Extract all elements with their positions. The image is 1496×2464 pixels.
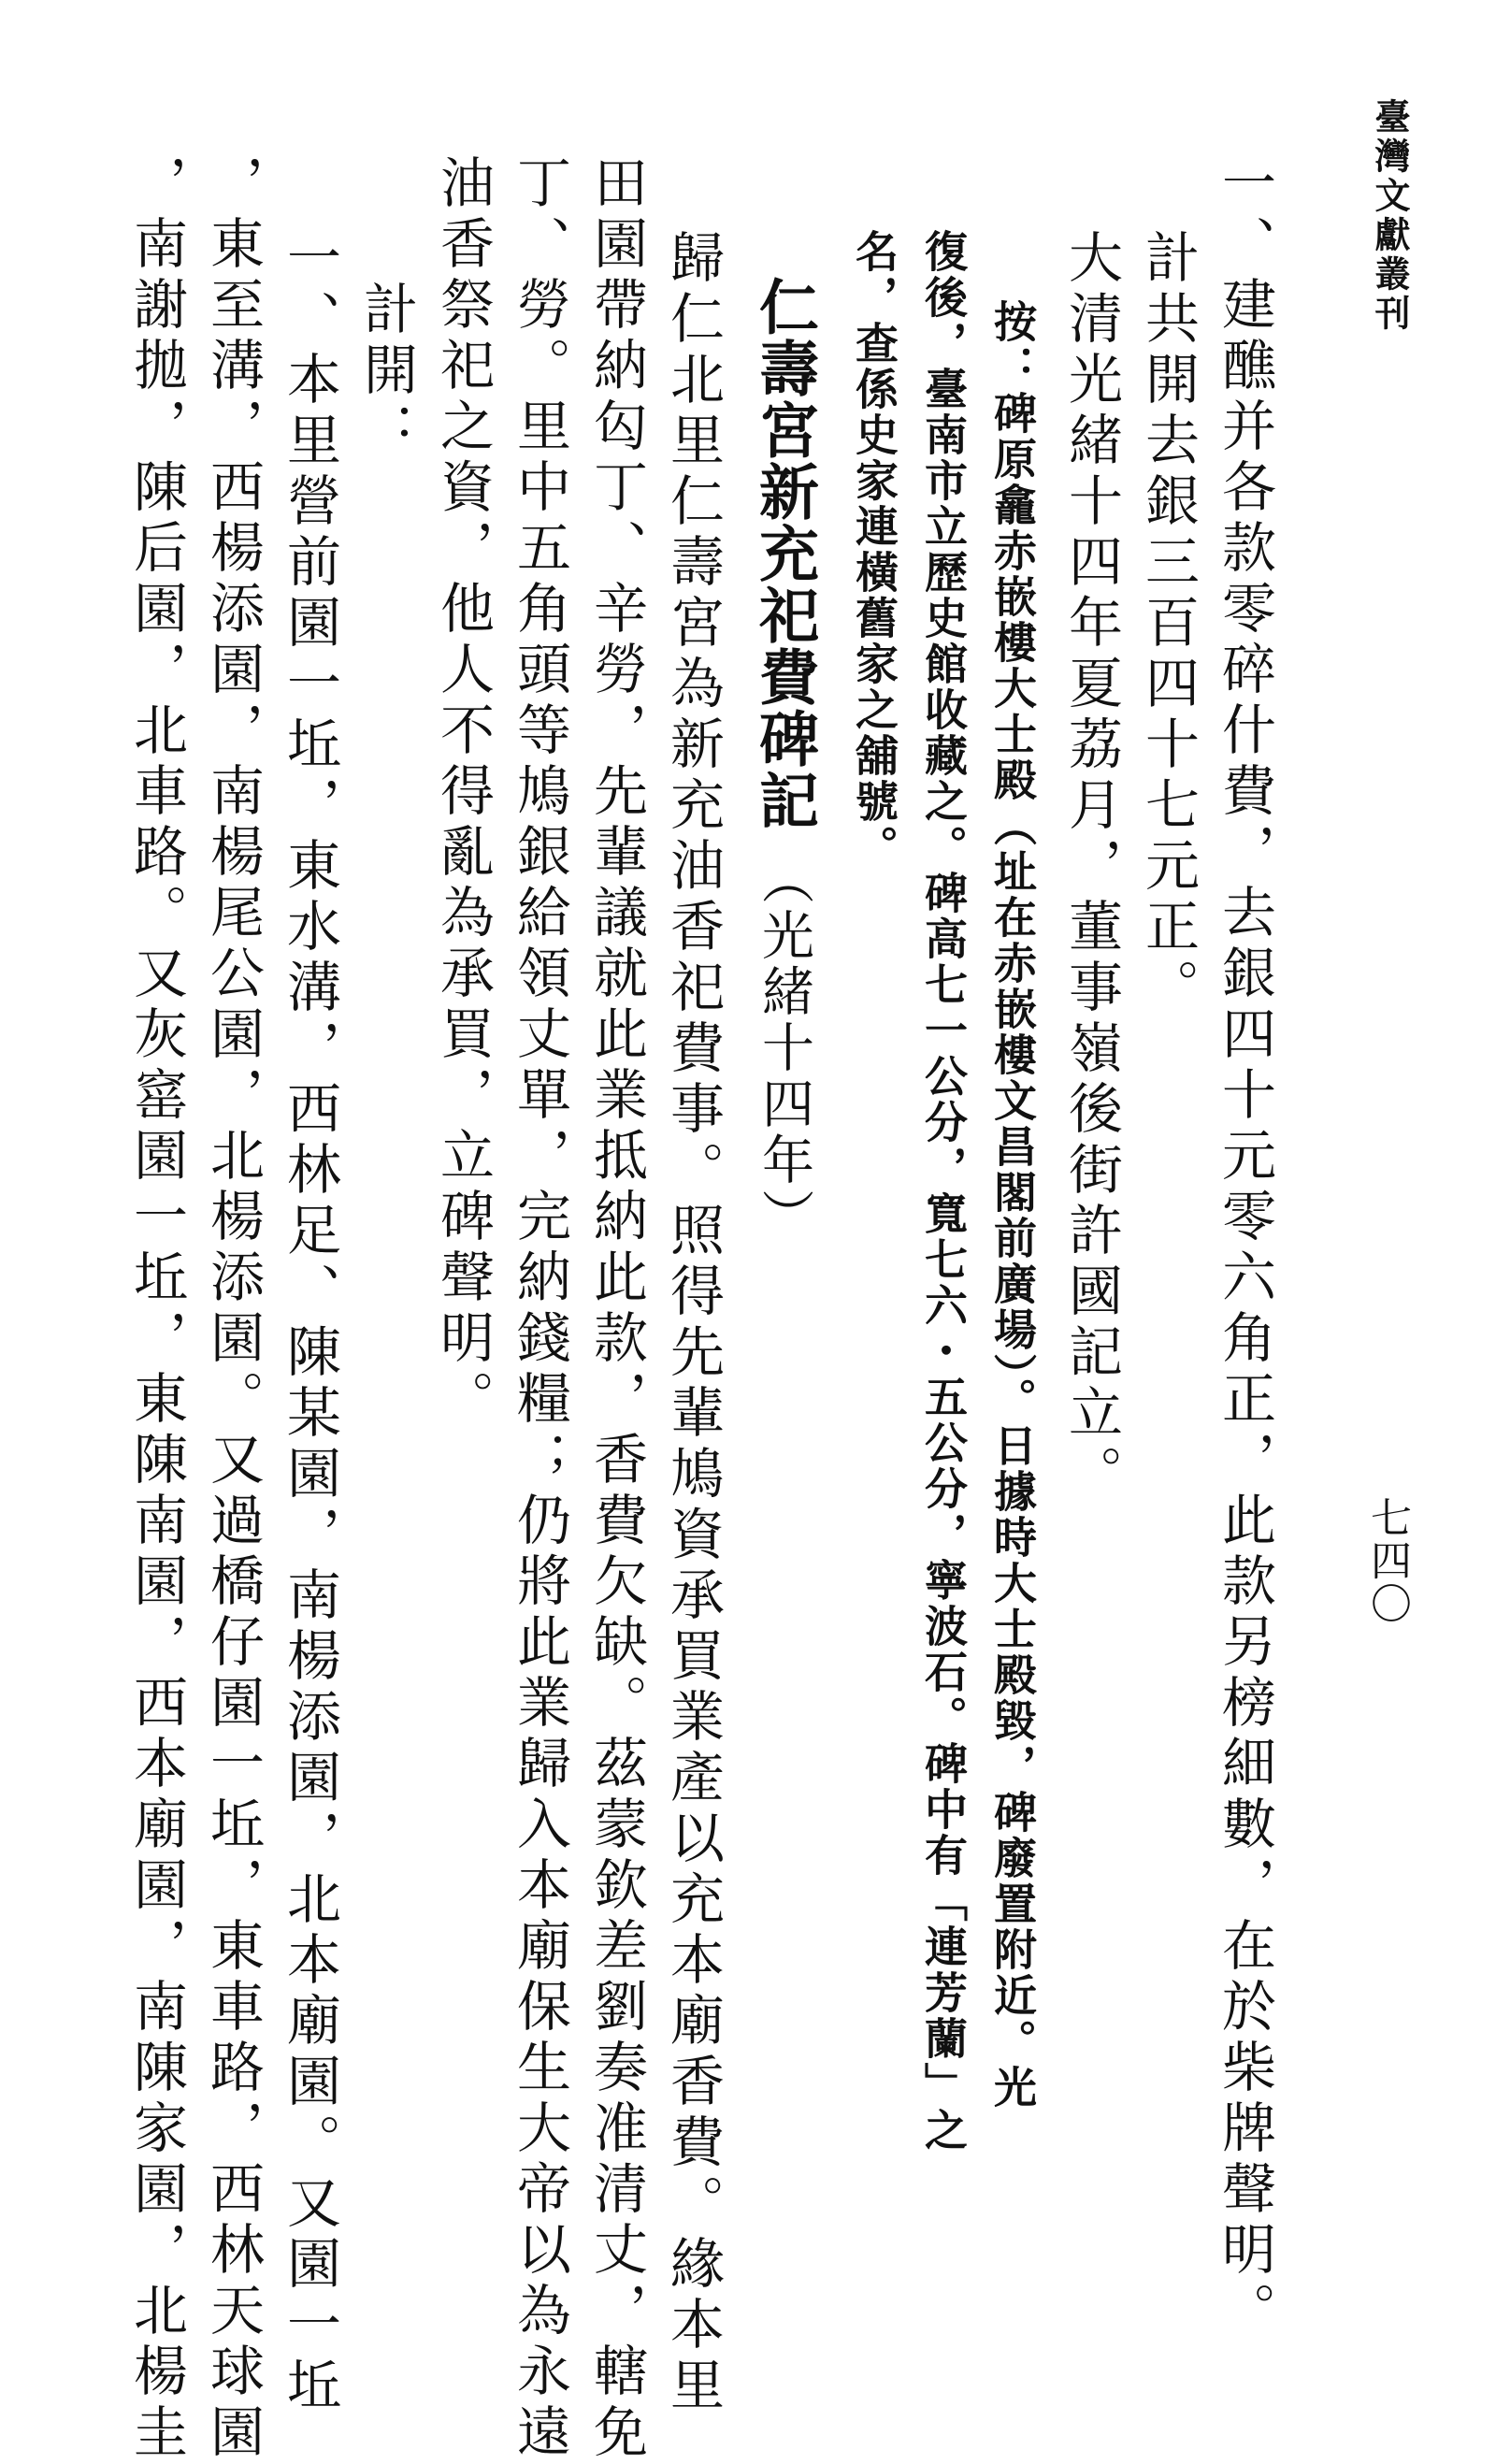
text-column-5: 田園帶納匃丁、辛勞，先輩議就此業抵納此款，香費欠缺。茲蒙欽差劉奏准清丈，轄免 [584, 154, 648, 2464]
text-column-7: 油香祭祀之資，他人不得亂為承買，立碑聲明。 [431, 154, 495, 1431]
text-column-8: 一、本里營前園一坵，東水溝，西林足、陳某園，南楊添園，北本廟園。又園一坵 [278, 229, 341, 2417]
text-column-6: 丁、勞。里中五角頭等鳩銀給領丈單，完納錢糧；仍將此業歸入本廟保生大帝以為永遠 [508, 154, 571, 2464]
text-column-4: 歸仁北里仁壽宮為新充油香祀費事。照得先輩鳩資承買業產以充本廟香費。緣本里 [661, 229, 725, 2417]
inscription-title [749, 276, 819, 1245]
text-column-3: 大清光緒十四年夏荔月，董事嶺後街許國記立。 [1059, 229, 1123, 1506]
text-column-10: ，南謝拋，陳后園，北車路。又灰窰園一坵，東陳南園，西本廟園，南陳家園，北楊圭 [124, 154, 188, 2464]
book-series-title: 臺灣文獻叢刊 [1369, 98, 1411, 334]
text-column-2: 計共開去銀三百四十七元正。 [1136, 229, 1200, 1019]
text-column-1: 一、建醮并各款零碎什費，去銀四十元零六角正，此款另榜細數，在於柴牌聲明。 [1213, 154, 1276, 2342]
note-column-1: 按：碑原龕赤嵌樓大士殿（址在赤嵌樓文昌閣前廣場）。日據時大士殿毀，碑廢置附近。光 [987, 299, 1038, 2111]
note-column-2: 復後，臺南市立歷史館收藏之。碑高七一公分，寬七六・五公分，寧波石。碑中有「連芳蘭」之 [918, 229, 969, 2154]
list-heading: 計開： [354, 281, 418, 463]
inscription-title-date: （光緒十四年） [754, 852, 814, 1245]
inscription-title-main: 仁壽宮新充祀費碑記 [749, 276, 819, 831]
note-column-3: 名，查係史家連橫舊家之舖號。 [849, 229, 899, 871]
text-column-9: ，東至溝，西楊添園，南楊尾公園，北楊添園。又過橋仔園一坵，東車路，西林天球園 [201, 154, 265, 2464]
page-number: 七四〇 [1363, 1496, 1411, 1625]
